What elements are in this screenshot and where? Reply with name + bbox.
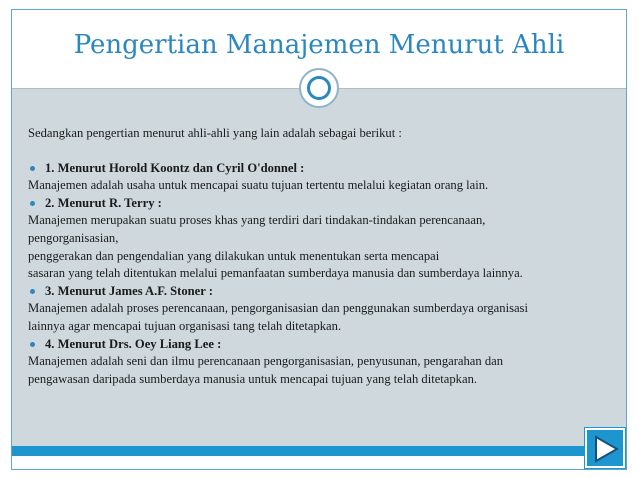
bottom-bar	[12, 446, 626, 456]
expert-heading-text: 2. Menurut R. Terry :	[45, 195, 162, 210]
expert-heading-4	[28, 336, 598, 354]
expert-heading-text: 1. Menurut Horold Koontz dan Cyril O'donnel :	[45, 160, 305, 175]
play-next-icon	[593, 435, 619, 463]
expert-text: penggerakan dan pengendalian yang dilakukan untuk menentukan serta mencapai	[28, 248, 440, 263]
expert-text: Manajemen adalah proses perencanaan, pengorganisasian dan penggunakan sumberdaya organisasi	[28, 301, 528, 316]
next-slide-button[interactable]	[585, 428, 625, 468]
expert-heading-text: 3. Menurut James A.F. Stoner :	[45, 283, 213, 298]
circle-ornament-icon	[299, 68, 339, 108]
expert-heading-2	[28, 195, 598, 213]
circle-ornament-inner	[307, 76, 331, 100]
intro-text: Sedangkan pengertian menurut ahli-ahli yang lain adalah sebagai berikut :	[28, 126, 402, 140]
bullet-icon	[30, 201, 35, 206]
expert-text: pengorganisasian,	[28, 230, 119, 245]
expert-heading-3	[28, 283, 598, 301]
bullet-icon	[30, 289, 35, 294]
expert-text: Manajemen merupakan suatu proses khas yang terdiri dari tindakan-tindakan perencanaan,	[28, 213, 486, 228]
slide-content	[28, 125, 598, 388]
expert-text: lainnya agar mencapai tujuan organisasi tang telah ditetapkan.	[28, 318, 342, 333]
expert-text: Manajemen adalah usaha untuk mencapai suatu tujuan tertentu melalui kegiatan orang lain.	[28, 178, 489, 193]
bullet-icon	[30, 342, 35, 347]
spacer	[28, 143, 598, 160]
bullet-icon	[30, 166, 35, 171]
slide-title: Pengertian Manajemen Menurut Ahli	[73, 30, 565, 60]
expert-text: pengawasan daripada sumberdaya manusia untuk mencapai tujuan yang telah ditetapkan.	[28, 371, 478, 386]
expert-heading-1	[28, 160, 598, 178]
expert-text: sasaran yang telah ditentukan melalui pemanfaatan sumberdaya manusia dan sumberdaya lainnya.	[28, 266, 523, 281]
expert-text: Manajemen adalah seni dan ilmu perencanaan pengorganisasian, penyusunan, pengarahan dan	[28, 354, 504, 369]
expert-heading-text: 4. Menurut Drs. Oey Liang Lee :	[45, 336, 222, 351]
